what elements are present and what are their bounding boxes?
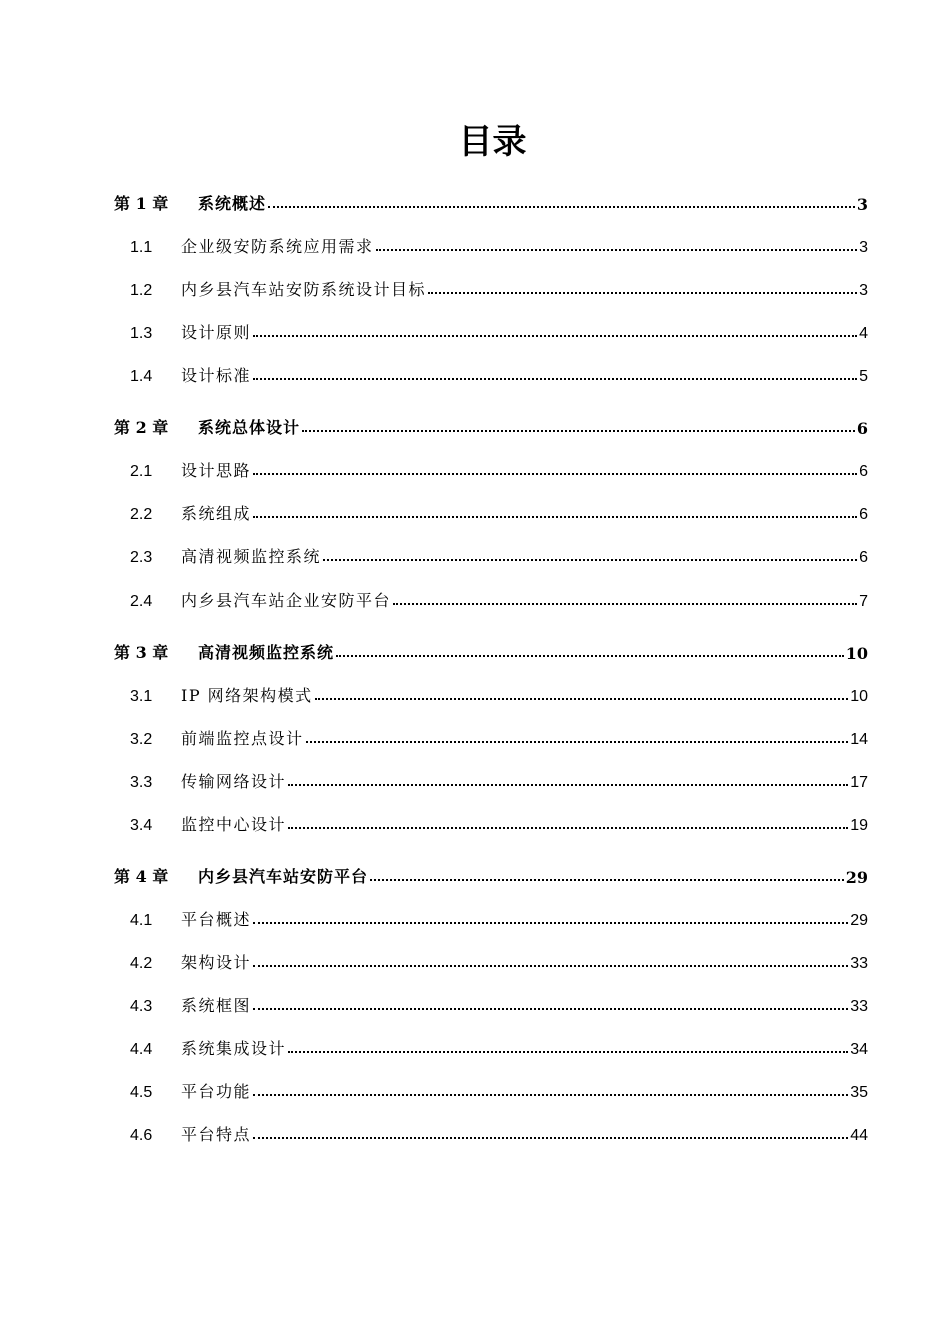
toc-entry-page-number: 4: [859, 325, 868, 342]
dot-leader: [393, 603, 857, 605]
toc-entry-number: 2.3: [130, 549, 153, 566]
toc-entry-number: 1.1: [130, 239, 153, 256]
toc-entry-number: 第 4 章: [114, 867, 169, 886]
toc-entry-page-number: 6: [859, 463, 868, 480]
toc-entry-page-number: 29: [845, 868, 868, 887]
dot-leader: [306, 741, 849, 743]
toc-section-entry: [0, 723, 950, 749]
toc-entry-label: 内乡县汽车站企业安防平台: [181, 591, 392, 610]
toc-entry-link[interactable]: [130, 680, 868, 706]
toc-entry-link[interactable]: [130, 455, 868, 481]
toc-entry-link[interactable]: [130, 809, 868, 835]
toc-section-entry: [0, 274, 950, 300]
toc-entry-label: 监控中心设计: [181, 815, 287, 834]
toc-section-entry: [0, 1119, 950, 1145]
toc-entry-link[interactable]: [130, 904, 868, 930]
toc-section-entry: [0, 904, 950, 930]
toc-entry-page-number: 10: [845, 644, 868, 663]
toc-entry-page-number: 6: [859, 549, 868, 566]
dot-leader: [253, 473, 857, 475]
toc-entry-label: 内乡县汽车站安防平台: [198, 867, 369, 886]
toc-entry-link[interactable]: [130, 723, 868, 749]
toc-entry-number: 1.3: [130, 325, 153, 342]
dot-leader: [336, 655, 844, 657]
toc-section-entry: [0, 231, 950, 257]
dot-leader: [428, 292, 857, 294]
dot-leader: [253, 965, 848, 967]
toc-entry-label: 设计思路: [181, 461, 252, 480]
toc-entry-label: 系统总体设计: [198, 418, 301, 437]
toc-entry-number: 1.2: [130, 282, 153, 299]
toc-entry-page-number: 14: [850, 731, 868, 748]
toc-entry-link[interactable]: [130, 1076, 868, 1102]
toc-entry-page-number: 34: [850, 1041, 868, 1058]
toc-entry-page-number: 6: [859, 506, 868, 523]
dot-leader: [253, 516, 857, 518]
toc-entry-label: 传输网络设计: [181, 772, 287, 791]
toc-entry-label: 系统组成: [181, 504, 252, 523]
toc-section-entry: [0, 585, 950, 611]
toc-entry-number: 4.1: [130, 912, 153, 929]
toc-entry-link[interactable]: [130, 498, 868, 524]
toc-entry-link[interactable]: [130, 1033, 868, 1059]
dot-leader: [253, 378, 857, 380]
toc-entry-link[interactable]: [114, 188, 868, 214]
toc-entry-number: 4.6: [130, 1127, 153, 1144]
toc-entry-page-number: 6: [856, 419, 868, 438]
toc-entry-page-number: 19: [850, 817, 868, 834]
toc-entry-page-number: 33: [850, 998, 868, 1015]
toc-entry-label: 系统集成设计: [181, 1039, 287, 1058]
dot-leader: [288, 827, 848, 829]
toc-entry-number: 第 2 章: [114, 418, 169, 437]
toc-section-entry: [0, 360, 950, 386]
dot-leader: [323, 559, 857, 561]
toc-entry-page-number: 33: [850, 955, 868, 972]
toc-entry-number: 第 3 章: [114, 643, 169, 662]
toc-entry-page-number: 3: [856, 195, 868, 214]
toc-section-entry: [0, 541, 950, 567]
dot-leader: [268, 206, 855, 208]
toc-entry-label: 设计标准: [181, 366, 252, 385]
toc-entry-label: 架构设计: [181, 953, 252, 972]
toc-entry-link[interactable]: [130, 947, 868, 973]
dot-leader: [302, 430, 855, 432]
toc-entry-number: 2.2: [130, 506, 153, 523]
toc-entry-number: 4.5: [130, 1084, 153, 1101]
toc-entry-label: 平台概述: [181, 910, 252, 929]
toc-section-entry: [0, 498, 950, 524]
toc-entry-page-number: 3: [859, 239, 868, 256]
toc-section-entry: [0, 809, 950, 835]
dot-leader: [253, 1137, 848, 1139]
toc-entry-link[interactable]: [114, 412, 868, 438]
toc-entry-page-number: 7: [859, 593, 868, 610]
toc-section-entry: [0, 1033, 950, 1059]
toc-entry-page-number: 5: [859, 368, 868, 385]
toc-chapter-entry: [0, 861, 950, 887]
dot-leader: [253, 1008, 848, 1010]
toc-entry-link[interactable]: [114, 637, 868, 663]
toc-entry-page-number: 17: [850, 774, 868, 791]
toc-entry-label: 前端监控点设计: [181, 729, 304, 748]
toc-entry-number: 1.4: [130, 368, 153, 385]
toc-entry-label: 平台特点: [181, 1125, 252, 1144]
toc-entry-page-number: 3: [859, 282, 868, 299]
toc-entry-number: 4.3: [130, 998, 153, 1015]
toc-entry-number: 3.1: [130, 688, 153, 705]
toc-entry-page-number: 10: [850, 688, 868, 705]
toc-section-entry: [0, 1076, 950, 1102]
toc-entry-page-number: 35: [850, 1084, 868, 1101]
toc-section-entry: [0, 766, 950, 792]
dot-leader: [315, 698, 849, 700]
toc-entry-link[interactable]: [130, 1119, 868, 1145]
toc-entry-number: 2.4: [130, 593, 153, 610]
toc-entry-link[interactable]: [130, 541, 868, 567]
toc-entry-link[interactable]: [130, 274, 868, 300]
toc-entry-label: 高清视频监控系统: [198, 643, 335, 662]
dot-leader: [376, 249, 858, 251]
toc-entry-link[interactable]: [130, 317, 868, 343]
toc-entry-link[interactable]: [130, 360, 868, 386]
toc-chapter-entry: [0, 188, 950, 214]
toc-entry-number: 3.2: [130, 731, 153, 748]
toc-section-entry: [0, 317, 950, 343]
toc-title: 目录: [458, 122, 527, 162]
dot-leader: [253, 922, 848, 924]
dot-leader: [253, 335, 857, 337]
toc-entry-link[interactable]: [130, 231, 868, 257]
toc-entry-label: 系统框图: [181, 996, 252, 1015]
toc-entry-number: 3.4: [130, 817, 153, 834]
toc-entry-link[interactable]: [130, 585, 868, 611]
toc-section-entry: [0, 680, 950, 706]
toc-entry-link[interactable]: [114, 861, 868, 887]
toc-entry-number: 2.1: [130, 463, 153, 480]
toc-section-entry: [0, 947, 950, 973]
toc-entry-label: IP 网络架构模式: [181, 686, 313, 705]
dot-leader: [288, 1051, 848, 1053]
toc-entry-number: 4.2: [130, 955, 153, 972]
toc-section-entry: [0, 455, 950, 481]
toc-entry-label: 企业级安防系统应用需求: [181, 237, 374, 256]
toc-entry-link[interactable]: [130, 766, 868, 792]
toc-entry-label: 高清视频监控系统: [181, 547, 322, 566]
toc-section-entry: [0, 990, 950, 1016]
toc-entry-link[interactable]: [130, 990, 868, 1016]
dot-leader: [370, 879, 844, 881]
toc-entry-label: 平台功能: [181, 1082, 252, 1101]
toc-entry-label: 设计原则: [181, 323, 252, 342]
dot-leader: [253, 1094, 848, 1096]
toc-entry-label: 内乡县汽车站安防系统设计目标: [181, 280, 427, 299]
dot-leader: [288, 784, 848, 786]
toc-entry-number: 4.4: [130, 1041, 153, 1058]
toc-entry-number: 3.3: [130, 774, 153, 791]
toc-entry-page-number: 44: [850, 1127, 868, 1144]
toc-chapter-entry: [0, 412, 950, 438]
toc-entry-page-number: 29: [850, 912, 868, 929]
toc-chapter-entry: [0, 637, 950, 663]
toc-entry-label: 系统概述: [198, 194, 267, 213]
toc-entry-number: 第 1 章: [114, 194, 169, 213]
